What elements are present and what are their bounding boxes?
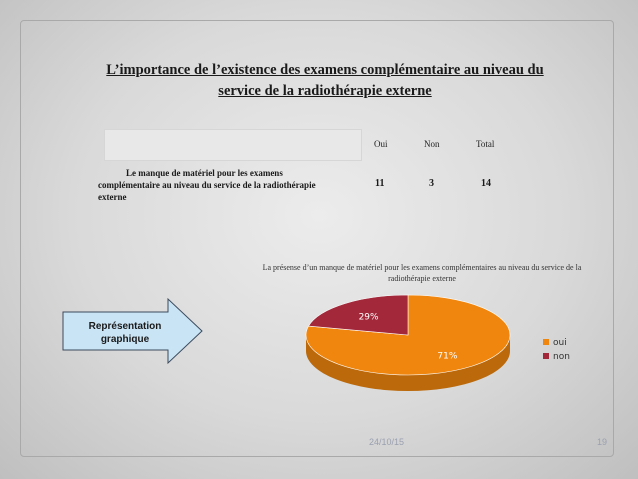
table-cell-total: 14 xyxy=(481,178,491,189)
callout-label-line1: Représentation xyxy=(88,321,162,332)
chart-legend xyxy=(543,338,570,362)
callout-label xyxy=(70,320,180,346)
slide-title-line2: service de la radiothérapie externe xyxy=(218,83,432,99)
table-header-total: Total xyxy=(476,139,495,149)
legend-swatch-oui xyxy=(543,339,549,345)
slide-date: 24/10/15 xyxy=(369,437,405,447)
slide-title-line1: L’importance de l’existence des examens complémentaire au niveau du xyxy=(106,62,544,78)
pie-data-label-non: 29% xyxy=(358,312,379,323)
table-row-label: Le manque de matériel pour les examens complémentaire au niveau du service de la radiothérapie externe xyxy=(98,168,316,202)
legend-swatch-non xyxy=(543,353,549,359)
pie-group xyxy=(306,295,510,391)
callout-label-line2: graphique xyxy=(100,334,150,345)
chart-title: La présense d’un manque de matériel pour les examens complémentaires au niveau du service de la radiothérapie externe xyxy=(262,263,582,283)
table-cell-non: 3 xyxy=(429,178,434,189)
legend-label-oui: oui xyxy=(553,338,567,348)
table-header-non: Non xyxy=(424,139,440,149)
table-cell-oui: 11 xyxy=(375,178,385,189)
slide-page-number: 19 xyxy=(597,437,608,447)
legend-label-non: non xyxy=(553,352,570,362)
table-header-oui: Oui xyxy=(374,139,388,149)
pie-data-label-oui: 71% xyxy=(437,351,458,362)
